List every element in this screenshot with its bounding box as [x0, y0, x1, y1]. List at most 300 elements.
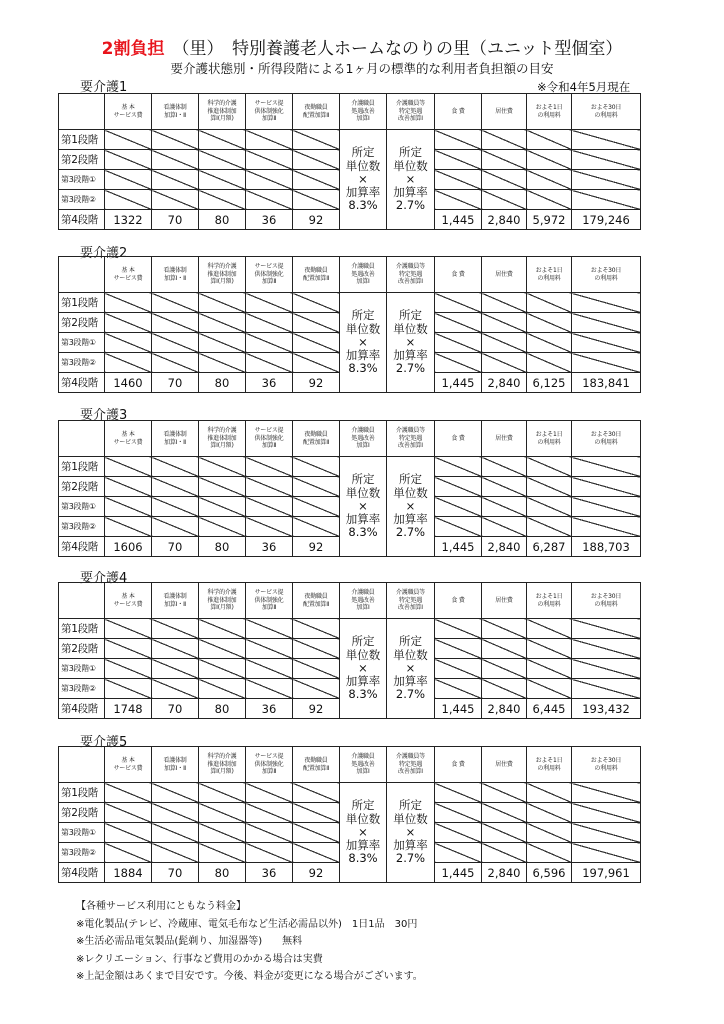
rate-text: 所定: [351, 145, 375, 160]
not-applicable-cell: [482, 170, 527, 190]
value-cell: 36: [246, 373, 293, 393]
not-applicable-cell: [105, 783, 152, 803]
row-label: 第2段階: [59, 639, 105, 659]
not-applicable-cell: [293, 803, 340, 823]
not-applicable-cell: [293, 190, 340, 210]
value-cell: 6,287: [527, 537, 572, 557]
not-applicable-cell: [435, 190, 482, 210]
not-applicable-cell: [527, 333, 572, 353]
not-applicable-cell: [482, 457, 527, 477]
not-applicable-cell: [105, 803, 152, 823]
not-applicable-cell: [482, 150, 527, 170]
not-applicable-cell: [199, 803, 246, 823]
not-applicable-cell: [105, 130, 152, 150]
not-applicable-cell: [105, 639, 152, 659]
not-applicable-cell: [527, 803, 572, 823]
not-applicable-cell: [482, 313, 527, 333]
not-applicable-cell: [199, 639, 246, 659]
not-applicable-cell: [527, 783, 572, 803]
column-header: 食 費: [435, 94, 482, 130]
value-cell: 183,841: [572, 373, 641, 393]
not-applicable-cell: [482, 823, 527, 843]
value-cell: 2,840: [482, 373, 527, 393]
not-applicable-cell: [435, 497, 482, 517]
not-applicable-cell: [246, 517, 293, 537]
column-header: 居住費: [482, 257, 527, 293]
rate-text: 8.3%: [348, 525, 378, 540]
not-applicable-cell: [246, 457, 293, 477]
column-header: 看護体制 加算Ⅰ・Ⅱ: [152, 583, 199, 619]
not-applicable-cell: [435, 843, 482, 863]
not-applicable-cell: [199, 170, 246, 190]
not-applicable-cell: [572, 659, 641, 679]
not-applicable-cell: [199, 457, 246, 477]
column-header: 食 費: [435, 747, 482, 783]
care-level-table: [58, 746, 641, 883]
rate-text: 加算率: [393, 348, 428, 363]
corner-cell: [59, 94, 105, 130]
special-rate-cell: [387, 619, 435, 719]
not-applicable-cell: [152, 190, 199, 210]
rate-text: 2.7%: [395, 851, 426, 866]
notes-heading: 【各種サービス利用にともなう料金】: [76, 901, 246, 912]
not-applicable-cell: [435, 803, 482, 823]
not-applicable-cell: [105, 679, 152, 699]
column-header: 食 費: [435, 257, 482, 293]
row-label: 第3段階①: [59, 823, 105, 843]
column-header: 居住費: [482, 421, 527, 457]
rate-text: ×: [405, 498, 416, 513]
column-header: およそ30日 の利用料: [572, 583, 641, 619]
value-cell: 5,972: [527, 210, 572, 230]
not-applicable-cell: [199, 477, 246, 497]
rate-text: 所定: [351, 472, 375, 487]
column-header: 夜勤職員 配置加算Ⅱ: [293, 747, 340, 783]
not-applicable-cell: [293, 679, 340, 699]
rate-text: 所定: [399, 798, 422, 813]
column-header: 介護職員 処遇改善 加算Ⅰ: [340, 747, 387, 783]
not-applicable-cell: [572, 639, 641, 659]
column-header: 科学的介護 推進体制加 算Ⅰ(月額): [199, 583, 246, 619]
not-applicable-cell: [152, 293, 199, 313]
column-header: 夜勤職員 配置加算Ⅱ: [293, 94, 340, 130]
not-applicable-cell: [199, 353, 246, 373]
not-applicable-cell: [293, 823, 340, 843]
not-applicable-cell: [482, 497, 527, 517]
rate-text: ×: [358, 660, 368, 675]
not-applicable-cell: [105, 659, 152, 679]
value-cell: 80: [199, 863, 246, 883]
rate-text: 加算率: [345, 674, 381, 689]
column-header: 介護職員等 特定処遇 改善加算Ⅰ: [387, 94, 435, 130]
row-label: 第1段階: [59, 457, 105, 477]
not-applicable-cell: [293, 170, 340, 190]
treatment-rate-cell: [340, 293, 387, 393]
not-applicable-cell: [246, 843, 293, 863]
rate-text: 加算率: [393, 512, 428, 527]
rate-text: 単位数: [393, 321, 428, 336]
facility-title: （里） 特別養護老人ホームなのりの里（ユニット型個室）: [172, 39, 623, 59]
column-header: 介護職員等 特定処遇 改善加算Ⅰ: [387, 257, 435, 293]
not-applicable-cell: [246, 477, 293, 497]
column-header: サービス提 供体制強化 加算Ⅱ: [246, 583, 293, 619]
rate-text: ×: [358, 171, 368, 186]
not-applicable-cell: [527, 517, 572, 537]
not-applicable-cell: [482, 619, 527, 639]
not-applicable-cell: [482, 293, 527, 313]
not-applicable-cell: [152, 659, 199, 679]
row-label: 第2段階: [59, 313, 105, 333]
value-cell: 188,703: [572, 537, 641, 557]
not-applicable-cell: [199, 333, 246, 353]
not-applicable-cell: [293, 150, 340, 170]
care-level-label: 要介護2: [80, 246, 128, 261]
not-applicable-cell: [199, 313, 246, 333]
not-applicable-cell: [105, 313, 152, 333]
rate-text: 加算率: [345, 838, 381, 853]
not-applicable-cell: [435, 457, 482, 477]
not-applicable-cell: [152, 679, 199, 699]
not-applicable-cell: [435, 659, 482, 679]
column-header: 科学的介護 推進体制加 算Ⅰ(月額): [199, 94, 246, 130]
rate-text: 所定: [399, 634, 422, 649]
not-applicable-cell: [572, 477, 641, 497]
not-applicable-cell: [152, 170, 199, 190]
not-applicable-cell: [572, 130, 641, 150]
not-applicable-cell: [572, 333, 641, 353]
column-header: 介護職員 処遇改善 加算Ⅰ: [340, 257, 387, 293]
column-header: 介護職員 処遇改善 加算Ⅰ: [340, 421, 387, 457]
column-header: 介護職員等 特定処遇 改善加算Ⅰ: [387, 583, 435, 619]
row-label: 第3段階①: [59, 170, 105, 190]
not-applicable-cell: [527, 190, 572, 210]
column-header: 居住費: [482, 747, 527, 783]
column-header: 基 本 サービス費: [105, 583, 152, 619]
column-header: 介護職員 処遇改善 加算Ⅰ: [340, 583, 387, 619]
rate-text: 2.7%: [395, 361, 426, 376]
not-applicable-cell: [152, 517, 199, 537]
not-applicable-cell: [199, 679, 246, 699]
care-level-table: [58, 582, 641, 719]
row-label: 第3段階②: [59, 843, 105, 863]
value-cell: 70: [152, 699, 199, 719]
rate-text: 加算率: [393, 674, 428, 689]
rate-text: 所定: [351, 634, 375, 649]
rate-text: 単位数: [345, 485, 381, 500]
rate-text: ×: [405, 334, 416, 349]
not-applicable-cell: [527, 313, 572, 333]
care-level-label: 要介護1: [80, 80, 128, 95]
treatment-rate-cell: [340, 130, 387, 230]
column-header: 介護職員等 特定処遇 改善加算Ⅰ: [387, 747, 435, 783]
column-header: およそ1日 の利用料: [527, 583, 572, 619]
not-applicable-cell: [435, 353, 482, 373]
not-applicable-cell: [527, 353, 572, 373]
value-cell: 80: [199, 699, 246, 719]
not-applicable-cell: [152, 313, 199, 333]
value-cell: 70: [152, 537, 199, 557]
not-applicable-cell: [435, 130, 482, 150]
not-applicable-cell: [246, 659, 293, 679]
rate-text: 単位数: [345, 647, 381, 662]
not-applicable-cell: [293, 353, 340, 373]
rate-text: 加算率: [393, 185, 428, 200]
value-cell: 70: [152, 373, 199, 393]
corner-cell: [59, 583, 105, 619]
care-level-table: [58, 420, 641, 557]
not-applicable-cell: [246, 130, 293, 150]
not-applicable-cell: [152, 823, 199, 843]
row-label: 第1段階: [59, 293, 105, 313]
rate-text: 所定: [351, 308, 375, 323]
not-applicable-cell: [572, 150, 641, 170]
treatment-rate-cell: [340, 783, 387, 883]
not-applicable-cell: [105, 619, 152, 639]
column-header: 介護職員等 特定処遇 改善加算Ⅰ: [387, 421, 435, 457]
not-applicable-cell: [293, 517, 340, 537]
not-applicable-cell: [482, 477, 527, 497]
value-cell: 92: [293, 373, 340, 393]
value-cell: 70: [152, 863, 199, 883]
row-label: 第4段階: [59, 537, 105, 557]
column-header: 看護体制 加算Ⅰ・Ⅱ: [152, 747, 199, 783]
value-cell: 80: [199, 210, 246, 230]
not-applicable-cell: [105, 517, 152, 537]
not-applicable-cell: [105, 333, 152, 353]
value-cell: 179,246: [572, 210, 641, 230]
value-cell: 70: [152, 210, 199, 230]
not-applicable-cell: [482, 843, 527, 863]
rate-text: 単位数: [345, 158, 381, 173]
not-applicable-cell: [246, 333, 293, 353]
rate-text: ×: [405, 660, 416, 675]
not-applicable-cell: [152, 619, 199, 639]
not-applicable-cell: [152, 783, 199, 803]
not-applicable-cell: [199, 659, 246, 679]
not-applicable-cell: [152, 150, 199, 170]
value-cell: 6,596: [527, 863, 572, 883]
not-applicable-cell: [435, 619, 482, 639]
not-applicable-cell: [152, 639, 199, 659]
rate-text: 所定: [399, 472, 422, 487]
column-header: 看護体制 加算Ⅰ・Ⅱ: [152, 257, 199, 293]
not-applicable-cell: [246, 170, 293, 190]
not-applicable-cell: [527, 150, 572, 170]
not-applicable-cell: [482, 803, 527, 823]
not-applicable-cell: [199, 843, 246, 863]
column-header: 科学的介護 推進体制加 算Ⅰ(月額): [199, 257, 246, 293]
not-applicable-cell: [435, 293, 482, 313]
rate-text: 8.3%: [348, 687, 378, 702]
row-label: 第2段階: [59, 477, 105, 497]
care-level-label: 要介護5: [80, 735, 128, 750]
not-applicable-cell: [105, 457, 152, 477]
rate-text: 単位数: [345, 811, 381, 826]
value-cell: 1748: [105, 699, 152, 719]
treatment-rate-cell: [340, 619, 387, 719]
column-header: 基 本 サービス費: [105, 257, 152, 293]
not-applicable-cell: [199, 823, 246, 843]
not-applicable-cell: [293, 783, 340, 803]
column-header: およそ1日 の利用料: [527, 94, 572, 130]
column-header: 食 費: [435, 421, 482, 457]
not-applicable-cell: [293, 639, 340, 659]
row-label: 第3段階①: [59, 659, 105, 679]
not-applicable-cell: [572, 619, 641, 639]
column-header: およそ30日 の利用料: [572, 257, 641, 293]
special-rate-cell: [387, 293, 435, 393]
rate-text: 2.7%: [395, 198, 426, 213]
not-applicable-cell: [482, 659, 527, 679]
rate-text: ×: [405, 171, 416, 186]
value-cell: 6,125: [527, 373, 572, 393]
special-rate-cell: [387, 783, 435, 883]
value-cell: 92: [293, 863, 340, 883]
not-applicable-cell: [572, 170, 641, 190]
note-line: ※電化製品(テレビ、冷蔵庫、電気毛布など生活必需品以外) 1日1品 30円: [76, 918, 418, 930]
not-applicable-cell: [527, 497, 572, 517]
column-header: 居住費: [482, 583, 527, 619]
corner-cell: [59, 747, 105, 783]
not-applicable-cell: [199, 517, 246, 537]
value-cell: 1,445: [435, 699, 482, 719]
not-applicable-cell: [482, 639, 527, 659]
not-applicable-cell: [572, 313, 641, 333]
not-applicable-cell: [246, 783, 293, 803]
not-applicable-cell: [152, 457, 199, 477]
column-header: およそ1日 の利用料: [527, 421, 572, 457]
row-label: 第1段階: [59, 130, 105, 150]
not-applicable-cell: [246, 803, 293, 823]
care-level-label: 要介護3: [80, 408, 128, 423]
row-label: 第3段階②: [59, 353, 105, 373]
not-applicable-cell: [527, 130, 572, 150]
not-applicable-cell: [527, 457, 572, 477]
not-applicable-cell: [482, 783, 527, 803]
as-of-date: ※令和4年5月現在: [537, 80, 631, 94]
row-label: 第3段階①: [59, 497, 105, 517]
not-applicable-cell: [527, 619, 572, 639]
not-applicable-cell: [572, 823, 641, 843]
not-applicable-cell: [199, 497, 246, 517]
not-applicable-cell: [293, 130, 340, 150]
row-label: 第4段階: [59, 373, 105, 393]
column-header: サービス提 供体制強化 加算Ⅱ: [246, 94, 293, 130]
not-applicable-cell: [246, 639, 293, 659]
value-cell: 193,432: [572, 699, 641, 719]
not-applicable-cell: [293, 497, 340, 517]
not-applicable-cell: [527, 477, 572, 497]
care-level-label: 要介護4: [80, 571, 128, 586]
note-line: ※生活必需品電気製品(髭剃り、加湿器等) 無料: [76, 936, 303, 947]
not-applicable-cell: [105, 293, 152, 313]
value-cell: 2,840: [482, 210, 527, 230]
rate-text: ×: [358, 824, 368, 839]
not-applicable-cell: [199, 130, 246, 150]
value-cell: 92: [293, 537, 340, 557]
not-applicable-cell: [246, 293, 293, 313]
column-header: およそ1日 の利用料: [527, 747, 572, 783]
burden-label: 2割負担: [101, 39, 165, 59]
value-cell: 197,961: [572, 863, 641, 883]
not-applicable-cell: [482, 353, 527, 373]
rate-text: ×: [405, 824, 416, 839]
not-applicable-cell: [527, 293, 572, 313]
not-applicable-cell: [293, 293, 340, 313]
not-applicable-cell: [152, 333, 199, 353]
column-header: 介護職員 処遇改善 加算Ⅰ: [340, 94, 387, 130]
special-rate-cell: [387, 457, 435, 557]
column-header: サービス提 供体制強化 加算Ⅱ: [246, 421, 293, 457]
value-cell: 1,445: [435, 210, 482, 230]
not-applicable-cell: [482, 517, 527, 537]
not-applicable-cell: [293, 333, 340, 353]
notes-block: [76, 898, 423, 986]
row-label: 第3段階②: [59, 190, 105, 210]
not-applicable-cell: [572, 843, 641, 863]
value-cell: 1322: [105, 210, 152, 230]
not-applicable-cell: [435, 313, 482, 333]
not-applicable-cell: [482, 190, 527, 210]
rate-text: 単位数: [345, 321, 381, 336]
treatment-rate-cell: [340, 457, 387, 557]
not-applicable-cell: [152, 477, 199, 497]
not-applicable-cell: [105, 477, 152, 497]
not-applicable-cell: [293, 843, 340, 863]
not-applicable-cell: [435, 333, 482, 353]
value-cell: 36: [246, 537, 293, 557]
rate-text: 単位数: [393, 647, 428, 662]
row-label: 第4段階: [59, 863, 105, 883]
rate-text: 加算率: [345, 512, 381, 527]
not-applicable-cell: [572, 353, 641, 373]
row-label: 第4段階: [59, 210, 105, 230]
not-applicable-cell: [435, 823, 482, 843]
rate-text: 2.7%: [395, 525, 426, 540]
rate-text: 単位数: [393, 811, 428, 826]
not-applicable-cell: [435, 639, 482, 659]
not-applicable-cell: [105, 190, 152, 210]
column-header: 基 本 サービス費: [105, 94, 152, 130]
special-rate-cell: [387, 130, 435, 230]
not-applicable-cell: [293, 477, 340, 497]
not-applicable-cell: [482, 130, 527, 150]
column-header: 看護体制 加算Ⅰ・Ⅱ: [152, 421, 199, 457]
not-applicable-cell: [105, 497, 152, 517]
value-cell: 1,445: [435, 373, 482, 393]
row-label: 第2段階: [59, 150, 105, 170]
rate-text: 単位数: [393, 485, 428, 500]
not-applicable-cell: [105, 843, 152, 863]
row-label: 第1段階: [59, 783, 105, 803]
column-header: 夜勤職員 配置加算Ⅱ: [293, 257, 340, 293]
value-cell: 2,840: [482, 863, 527, 883]
rate-text: 単位数: [393, 158, 428, 173]
not-applicable-cell: [527, 639, 572, 659]
column-header: 夜勤職員 配置加算Ⅱ: [293, 421, 340, 457]
not-applicable-cell: [152, 843, 199, 863]
rate-text: 加算率: [393, 838, 428, 853]
value-cell: 80: [199, 373, 246, 393]
not-applicable-cell: [199, 150, 246, 170]
value-cell: 1606: [105, 537, 152, 557]
value-cell: 36: [246, 863, 293, 883]
column-header: 科学的介護 推進体制加 算Ⅰ(月額): [199, 421, 246, 457]
value-cell: 36: [246, 699, 293, 719]
not-applicable-cell: [527, 679, 572, 699]
not-applicable-cell: [105, 170, 152, 190]
not-applicable-cell: [572, 783, 641, 803]
